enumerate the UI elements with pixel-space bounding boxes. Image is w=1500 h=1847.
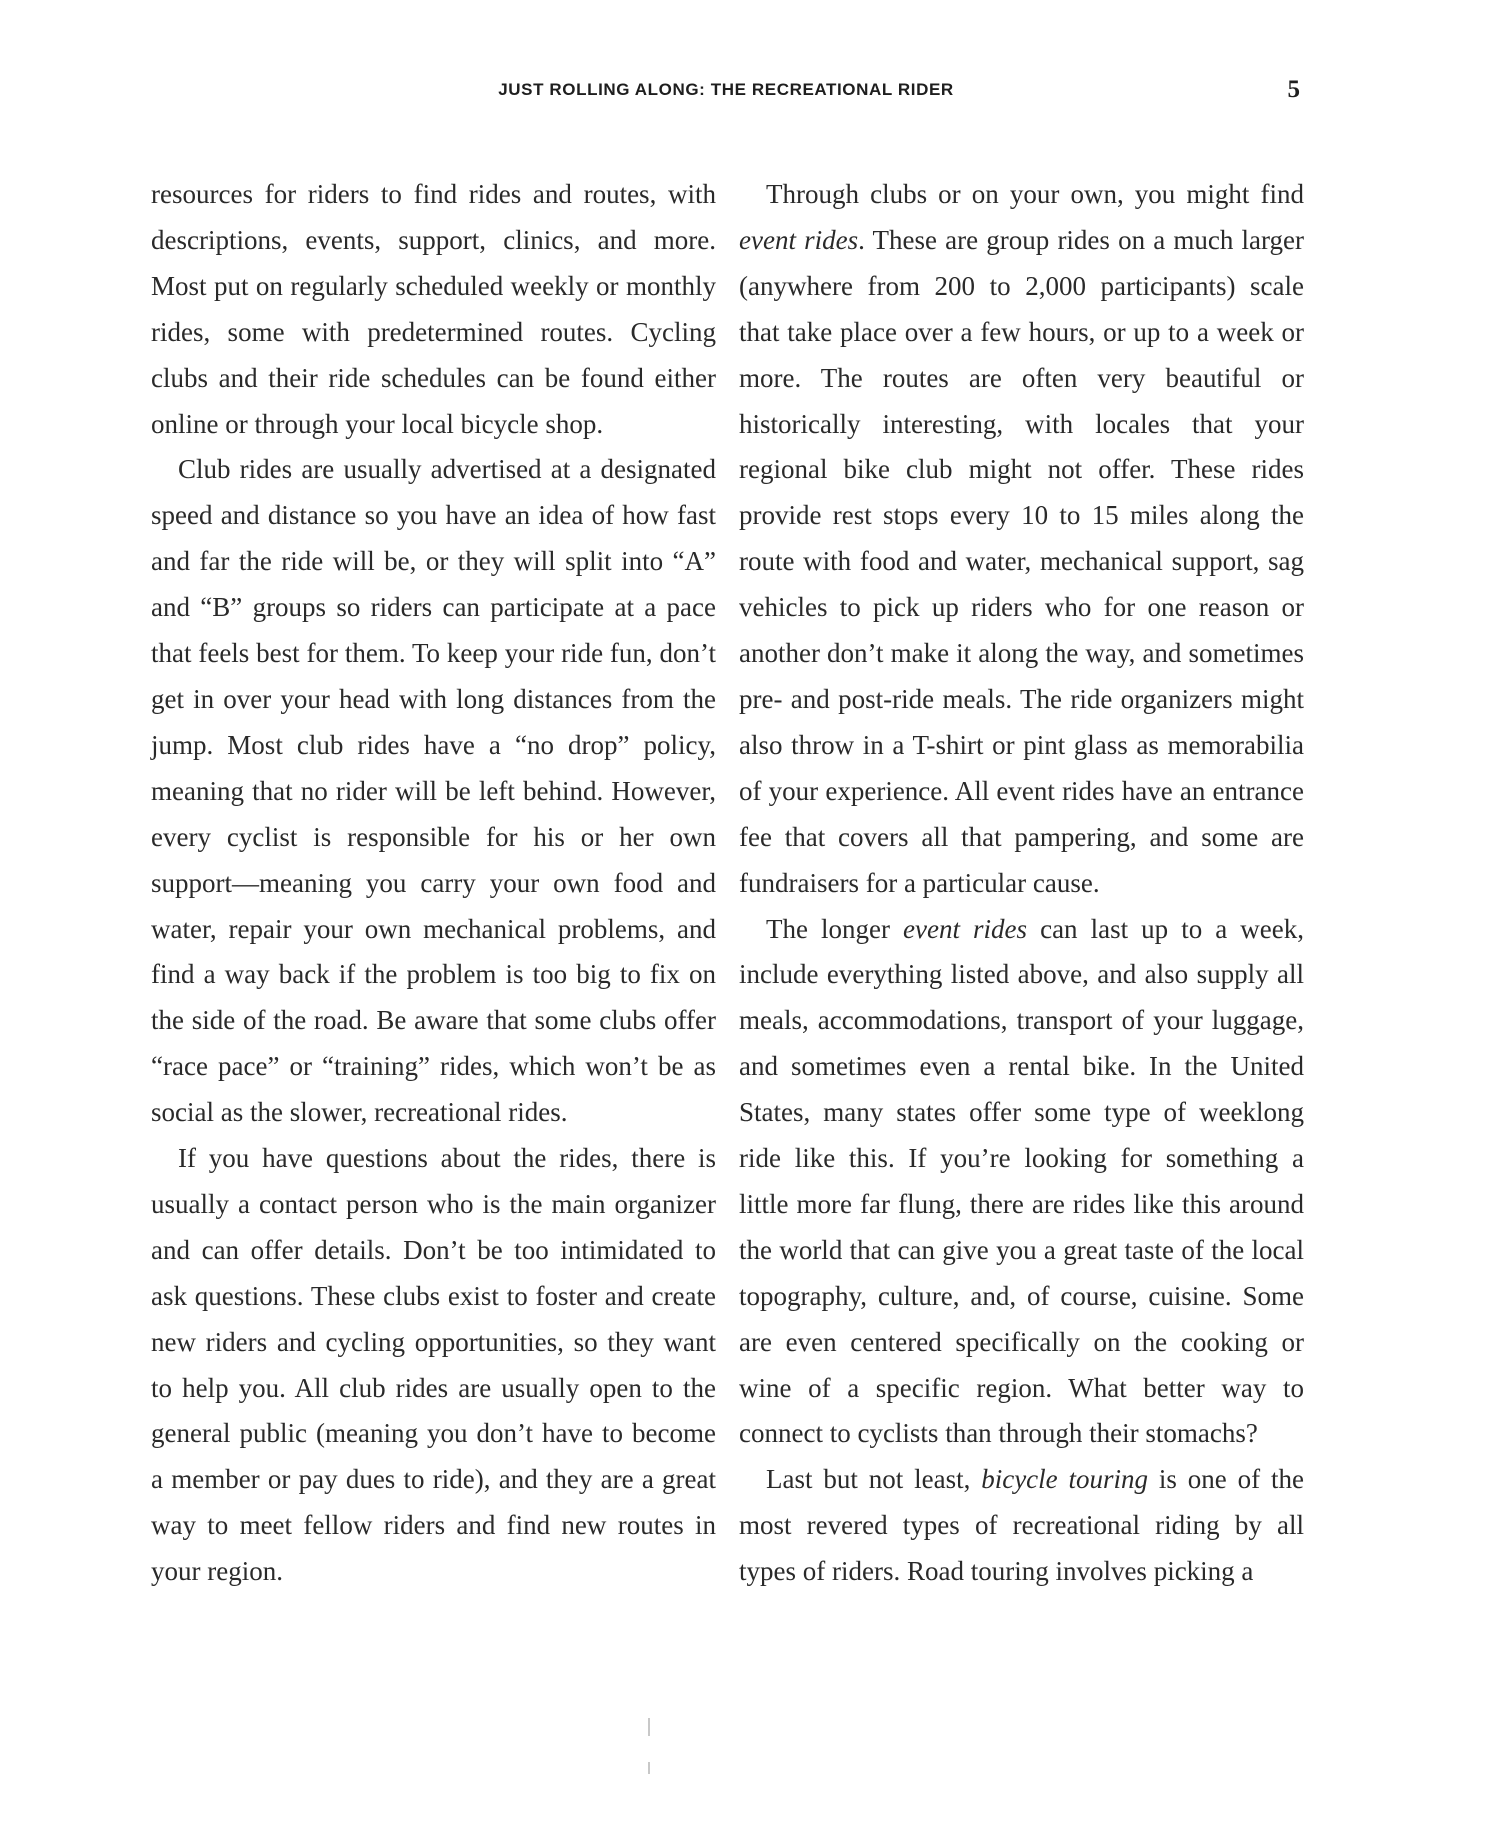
left-paragraph-3: If you have questions about the rides, there is usually a contact person who is the main organizer and can offer details. Don’t be too intimidated to ask questions. These clubs exist to foster and create new riders and cycling opportunities, so they want to help you. All club rides are usually open to the general public (meaning you don’t have to become a member or pay dues to ride), and they are a great way to meet fellow riders and find new routes in your region. [151, 1143, 716, 1587]
right-p1-text-end: . These are group rides on a much larger (anywhere from 200 to 2,000 participants) scale that take place over a few hours, or up to a week or more. The routes are often very beautiful or historically interesting, with locales that your regional bike club might not offer. These rides provide rest stops every 10 to 15 miles along the route with food and water, mechanical support, sag vehicles to pick up riders who for one reason or another don’t make it along the way, and sometimes pre- and post-ride meals. The ride organizers might also throw in a T-shirt or pint glass as memorabilia of your experience. All event rides have an entrance fee that covers all that pampering, and some are fundraisers for a particular cause. [739, 224, 1304, 898]
gutter-scan-mark-1 [648, 1718, 650, 1736]
right-p3-emphasis: bicycle touring [981, 1464, 1149, 1495]
right-p1-emphasis: event rides [739, 224, 859, 255]
right-p2-text-end: can last up to a week, include everything listed above, and also supply all meals, accommodations, transport of your luggage, and sometimes even a rental bike. In the United States, many states offer some type of weeklong ride like this. If you’re looking for something a little more far flung, there are rides like this around the world that can give you a great taste of the local topography, culture, and, of course, cuisine. Some are even centered specifically on the cooking or wine of a specific region. What better way to connect to cyclists than through their stomachs? [739, 913, 1304, 1449]
left-paragraph-2: Club rides are usually advertised at a designated speed and distance so you have an idea of how fast and far the ride will be, or they will split into “A” and “B” groups so riders can participate at a pace that feels best for them. To keep your ride fun, don’t get in over your head with long distances from the jump. Most club rides have a “no drop” policy, meaning that no rider will be left behind. However, every cyclist is responsible for his or her own support—meaning you carry your own food and water, repair your own mechanical problems, and find a way back if the problem is too big to fix on the side of the road. Be aware that some clubs offer “race pace” or “training” rides, which won’t be as social as the slower, recreational rides. [151, 454, 716, 1128]
running-title: JUST ROLLING ALONG: THE RECREATIONAL RIDER [498, 80, 954, 99]
right-p3-text-end: is one of the most revered types of recreational riding by all types of riders. Road touring involves picking a [739, 1464, 1304, 1587]
right-paragraph-3 [739, 1457, 1304, 1595]
right-p2-text-start: The longer [766, 913, 904, 944]
right-paragraph-2 [739, 907, 1304, 1458]
right-p1-text-start: Through clubs or on your own, you might find [766, 179, 1304, 209]
running-header [152, 76, 1300, 106]
gutter-scan-mark-2 [648, 1762, 650, 1774]
page-number: 5 [1287, 76, 1300, 103]
right-column [739, 172, 1304, 1595]
right-paragraph-1 [739, 172, 1304, 907]
left-column [151, 172, 716, 1595]
left-paragraph-1: resources for riders to find rides and routes, with descriptions, events, support, clinics, and more. Most put on regularly scheduled weekly or monthly rides, some with predetermined routes. Cycling clubs and their ride schedules can be found either online or through your local bicycle shop. [151, 179, 716, 439]
right-p2-emphasis: event rides [903, 913, 1028, 944]
right-p3-text-start: Last but not least, [766, 1464, 982, 1495]
